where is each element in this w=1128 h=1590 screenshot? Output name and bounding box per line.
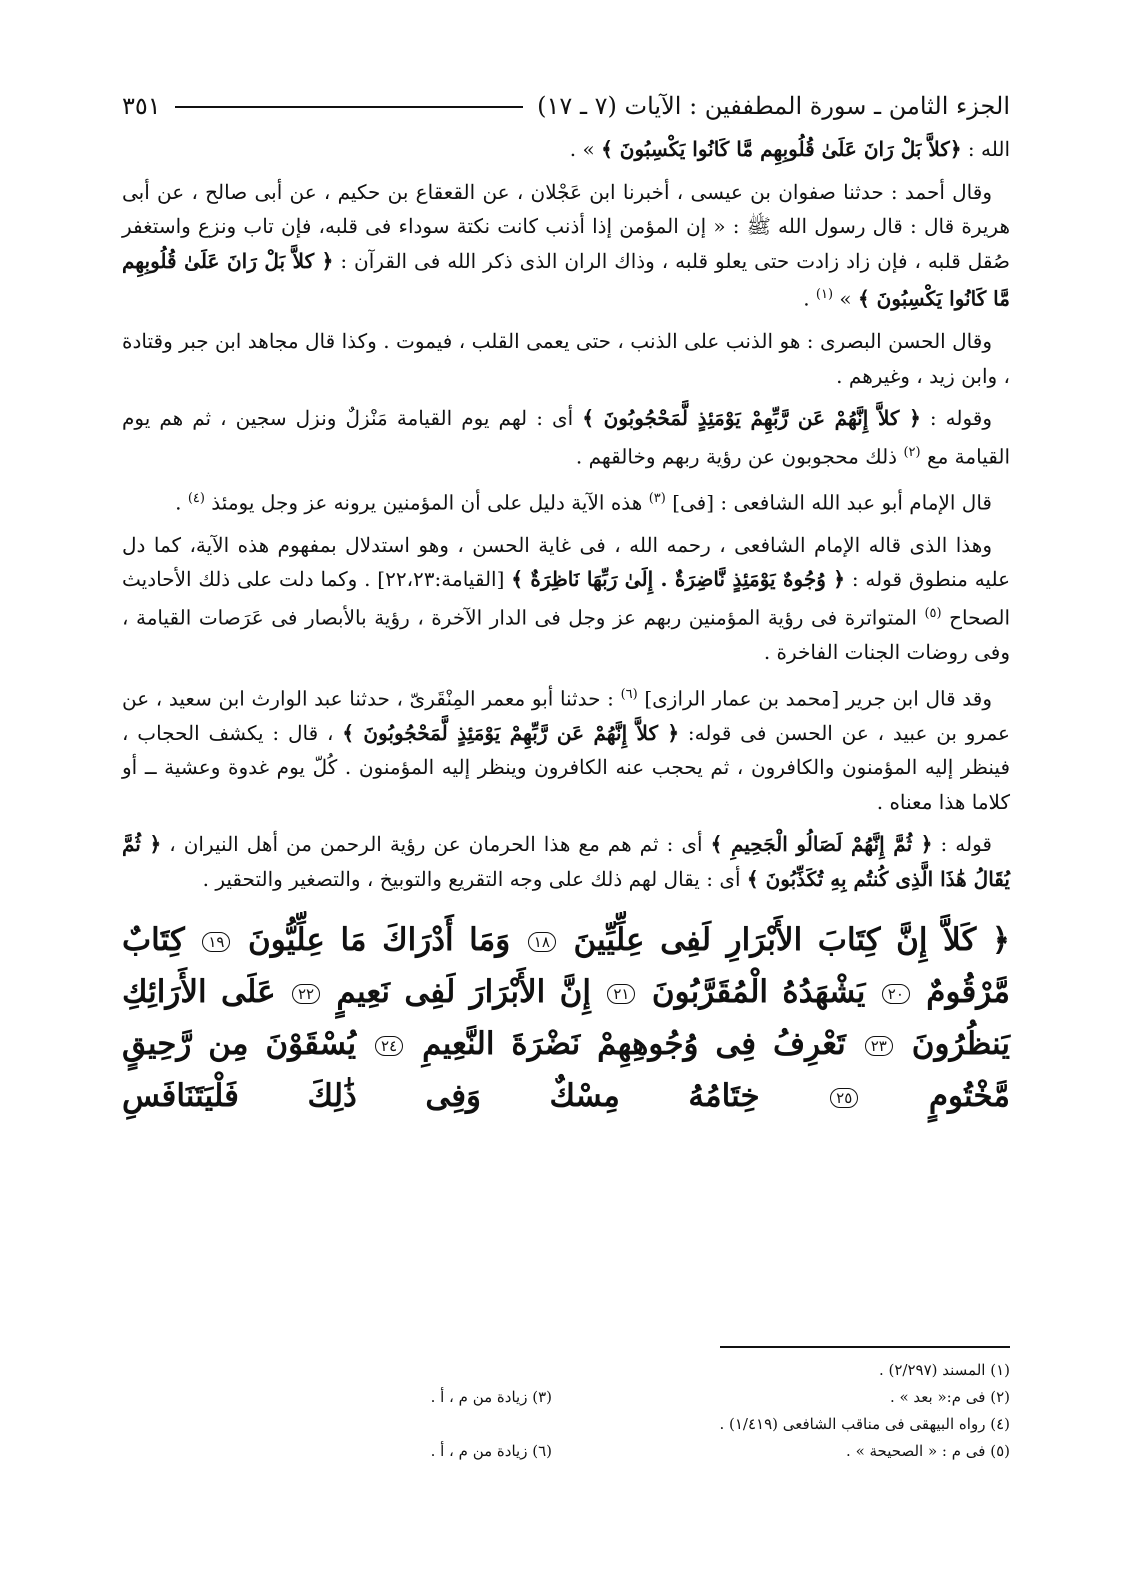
quran-verses-block <box>122 914 1010 1122</box>
paragraph-8: قوله : ﴿ ثُمَّ إِنَّهُمْ لَصَالُو الْجَحِيمِ ﴾ أى : ثم هم مع هذا الحرمان عن رؤية الرحمن من أهل النيران ، ﴿ ثُمَّ يُقَالُ هَٰذَا الَّذِى كُنتُم بِهِ تُكَذِّبُونَ ﴾ أى : يقال لهم ذلك على وجه التقريع والتوبيخ ، والتصغير والتحقير . <box>122 832 1010 891</box>
verse-text: عَلَى الأَرَائِكِ يَنظُرُونَ <box>122 974 1011 1063</box>
footnote: (٤) رواه البيهقى فى مناقب الشافعى (١/٤١٩) . <box>719 1414 1010 1433</box>
verse-text: ﴿ كَلاَّ إِنَّ كِتَابَ الأَبْرَارِ لَفِى عِلِّيِّينَ <box>573 922 1010 959</box>
verse-number: ١٨ <box>528 932 556 952</box>
quran-quote: ﴿ كلاَّ بَلْ رَانَ عَلَىٰ قُلُوبِهِم مَّا كَانُوا يَكْسِبُونَ ﴾ <box>122 248 1010 311</box>
header-title: الجزء الثامن ـ سورة المطففين : الآيات (٧ ـ ١٧) <box>537 92 1010 120</box>
quran-quote: ﴿كلاَّ بَلْ رَانَ عَلَىٰ قُلُوبِهِم مَّا كَانُوا يَكْسِبُونَ ﴾ <box>601 137 962 161</box>
footnote-ref: (٤) <box>187 490 205 506</box>
main-text <box>122 132 1010 1122</box>
verse-text: يُسْقَوْنَ مِن رَّحِيقٍ مَّخْتُومٍ <box>122 1026 1010 1115</box>
footnote-ref: (٦) <box>620 686 638 702</box>
footnote: (٥) فى م : « الصحيحة » . <box>846 1441 1010 1460</box>
verse-text: يَشْهَدُهُ الْمُقَرَّبُونَ <box>651 974 866 1011</box>
footnotes <box>122 1356 1010 1464</box>
paragraph-1: الله : ﴿كلاَّ بَلْ رَانَ عَلَىٰ قُلُوبِهِم مَّا كَانُوا يَكْسِبُونَ ﴾ » . <box>569 137 1010 161</box>
header-rule <box>175 106 523 108</box>
footnote-ref: (٥) <box>924 605 942 621</box>
verse-text: خِتَامُهُ مِسْكٌ وَفِى ذَٰلِكَ فَلْيَتَنَافَسِ <box>122 1078 760 1115</box>
verse-text: وَمَا أَدْرَاكَ مَا عِلِّيُّونَ <box>248 922 511 959</box>
footnote-ref: (٣) <box>648 490 666 506</box>
quran-quote: ﴿ كلاَّ إِنَّهُمْ عَن رَّبِّهِمْ يَوْمَئِذٍ لَّمَحْجُوبُونَ ﴾ <box>342 720 680 745</box>
footnote: (١) المسند (٢/٢٩٧) . <box>878 1360 1010 1379</box>
verse-text: إِنَّ الأَبْرَارَ لَفِى نَعِيمٍ <box>336 974 591 1011</box>
verse-number: ٢٠ <box>882 984 910 1004</box>
verse-number: ٢٥ <box>830 1088 858 1108</box>
verse-number: ١٩ <box>202 932 230 952</box>
verse-text: تَعْرِفُ فِى وُجُوهِهِمْ نَضْرَةَ النَّعِيمِ <box>422 1026 846 1063</box>
paragraph-2: وقال أحمد : حدثنا صفوان بن عيسى ، أخبرنا ابن عَجْلان ، عن القعقاع بن حكيم ، عن أبى صالح ، عن أبى هريرة قال : قال رسول الله ﷺ : « إن المؤمن إذا أذنب كانت نكتة سوداء فى قلبه، فإن تاب ونزع واستغفر صُقل قلبه ، فإن زاد زادت حتى يعلو قلبه ، وذاك الران الذى ذكر الله فى القرآن : ﴿ كلاَّ بَلْ رَانَ عَلَىٰ قُلُوبِهِم مَّا كَانُوا يَكْسِبُونَ ﴾ » $^{(١)}$ . <box>122 179 1011 311</box>
footnote-row <box>122 1356 1010 1383</box>
paragraph-7: وقد قال ابن جرير [محمد بن عمار الرازى] $^{(٦)}$ : حدثنا أبو معمر المِنْقَرىّ ، حدثنا عبد الوارث ابن سعيد ، عن عمرو بن عبيد ، عن الحسن فى قوله: ﴿ كلاَّ إِنَّهُمْ عَن رَّبِّهِمْ يَوْمَئِذٍ لَّمَحْجُوبُونَ ﴾ ، قال : يكشف الحجاب ، فينظر إليه المؤمنون والكافرون ، ثم يحجب عنه الكافرون وينظر إليه المؤمنون . كُلّ يوم غدوة وعشية ــ أو كلاما هذا معناه . <box>122 686 1010 814</box>
footnote-row <box>122 1410 1010 1437</box>
footnote: (٦) زيادة من م ، أ . <box>430 1441 552 1460</box>
quran-quote: ﴿ وُجُوهٌ يَوْمَئِذٍ نَّاضِرَةٌ . إِلَىٰ رَبِّهَا نَاظِرَةٌ ﴾ <box>511 567 846 592</box>
footnote: (٢) فى م:« بعد » . <box>889 1387 1010 1406</box>
paragraph-5: قال الإمام أبو عبد الله الشافعى : [فى] $^{(٣)}$ هذه الآية دليل على أن المؤمنين يرونه عز وجل يومئذ $^{(٤)}$ . <box>175 490 992 515</box>
verse-number: ٢١ <box>607 984 635 1004</box>
verse-text: كِتَابٌ مَّرْقُومٌ <box>122 922 1011 1011</box>
verse-number: ٢٤ <box>375 1036 403 1056</box>
footnote-ref: (١) <box>815 287 834 302</box>
page-number: ٣٥١ <box>122 92 161 120</box>
footnote-separator <box>720 1346 1010 1348</box>
verse-number: ٢٢ <box>292 984 320 1004</box>
quran-quote: ﴿ ثُمَّ إِنَّهُمْ لَصَالُو الْجَحِيمِ ﴾ <box>710 832 933 857</box>
paragraph-6: وهذا الذى قاله الإمام الشافعى ، رحمه الله ، فى غاية الحسن ، وهو استدلال بمفهوم هذه الآية، كما دل عليه منطوق قوله : ﴿ وُجُوهٌ يَوْمَئِذٍ نَّاضِرَةٌ . إِلَىٰ رَبِّهَا نَاظِرَةٌ ﴾ [القيامة:٢٢،٢٣] . وكما دلت على ذلك الأحاديث الصحاح $^{(٥)}$ المتواترة فى رؤية المؤمنين ربهم عز وجل فى الدار الآخرة ، رؤية بالأبصار فى عَرَصات القيامة ، وفى روضات الجنات الفاخرة . <box>122 532 1011 665</box>
paragraph-4: وقوله : ﴿ كلاَّ إِنَّهُمْ عَن رَّبِّهِمْ يَوْمَئِذٍ لَّمَحْجُوبُونَ ﴾ أى : لهم يوم القيامة مَنْزلٌ ونزل سجين ، ثم هم يوم القيامة مع $^{(٢)}$ ذلك محجوبون عن رؤية ربهم وخالقهم . <box>122 406 1010 469</box>
quran-quote: ﴿ كلاَّ إِنَّهُمْ عَن رَّبِّهِمْ يَوْمَئِذٍ لَّمَحْجُوبُونَ ﴾ <box>582 406 921 431</box>
paragraph-3: وقال الحسن البصرى : هو الذنب على الذنب ، حتى يعمى القلب ، فيموت . وكذا قال مجاهد ابن جبر وقتادة ، وابن زيد ، وغيرهم . <box>122 329 1010 388</box>
footnote: (٣) زيادة من م ، أ . <box>430 1387 552 1406</box>
footnote-row <box>122 1383 1010 1410</box>
quran-quote: ﴿ ثُمَّ يُقَالُ هَٰذَا الَّذِى كُنتُم بِهِ تُكَذِّبُونَ ﴾ <box>122 832 1010 891</box>
verse-number: ٢٣ <box>865 1036 893 1056</box>
footnote-row <box>122 1437 1010 1464</box>
running-header <box>122 86 1010 126</box>
footnote-ref: (٢) <box>903 444 921 460</box>
